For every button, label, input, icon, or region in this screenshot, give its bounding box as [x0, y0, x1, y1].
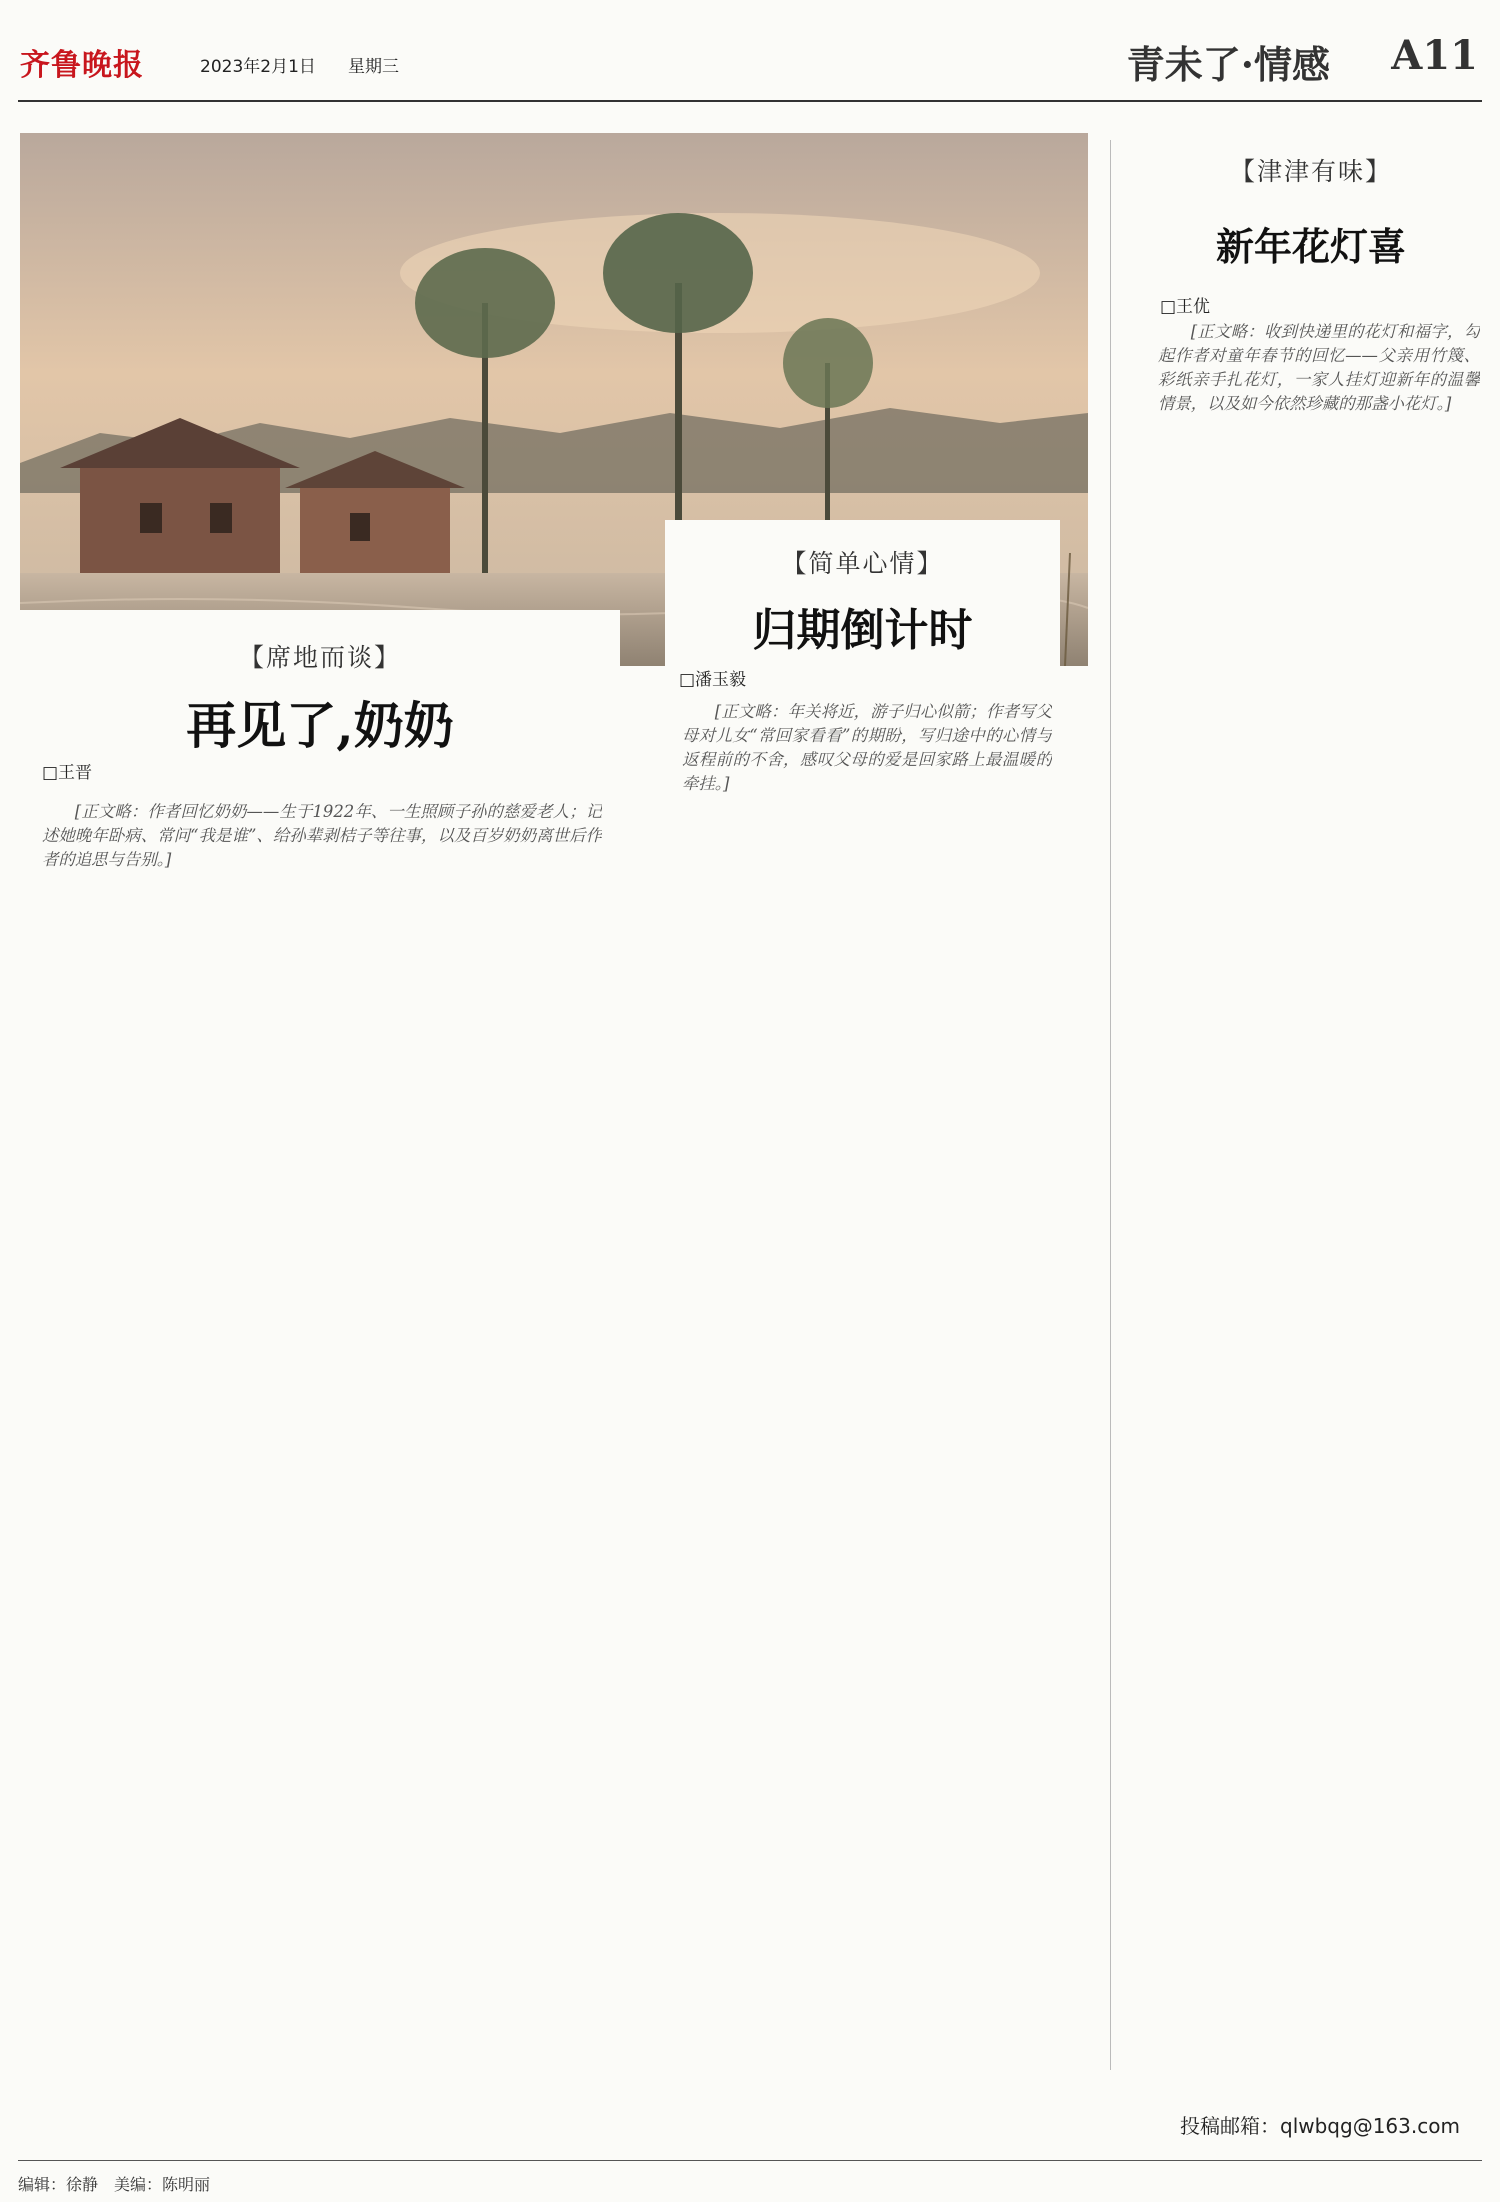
article-1-summary: [正文略：作者回忆奶奶——生于1922年、一生照顾子孙的慈爱老人；记述她晚年卧病、常问“我是谁”、给孙辈剥桔子等往事，以及百岁奶奶离世后作者的追思与告别。] — [42, 802, 602, 869]
column-divider — [1110, 140, 1111, 2070]
issue-weekday: 星期三 — [348, 57, 399, 77]
article-3-tag: 【津津有味】 — [1229, 157, 1392, 186]
masthead-rule — [18, 100, 1482, 102]
newspaper-logo: 齐鲁晚报 — [20, 48, 144, 83]
article-1-title: 再见了,奶奶 — [186, 696, 454, 755]
article-2-header — [665, 520, 1060, 690]
footer-rule — [18, 2160, 1482, 2161]
article-2-byline: □潘玉毅 — [679, 670, 747, 690]
article-3-body — [1158, 320, 1480, 2090]
article-3-header — [1140, 140, 1482, 317]
article-1-byline: □王晋 — [42, 763, 93, 783]
article-1-header — [20, 610, 620, 783]
article-3-title: 新年花灯喜 — [1215, 224, 1406, 269]
article-3-summary: [正文略：收到快递里的花灯和福字，勾起作者对童年春节的回忆——父亲用竹篾、彩纸亲手扎花灯，一家人挂灯迎新年的温馨情景，以及如今依然珍藏的那盏小花灯。] — [1158, 322, 1480, 413]
article-2-summary: [正文略：年关将近，游子归心似箭；作者写父母对儿女“常回家看看”的期盼，写归途中的心情与返程前的不舍，感叹父母的爱是回家路上最温暖的牵挂。] — [682, 702, 1052, 793]
article-1-body — [42, 800, 602, 2140]
section-title: 青未了·情感 — [1126, 42, 1330, 87]
editor-credits: 编辑：徐静 美编：陈明丽 — [18, 2175, 211, 2194]
submission-email: 投稿邮箱：qlwbqg@163.com — [1180, 2114, 1460, 2138]
article-1-tag: 【席地而谈】 — [238, 643, 401, 672]
page-number: A11 — [1391, 32, 1478, 79]
article-3-byline: □王优 — [1160, 297, 1211, 317]
article-2-tag: 【简单心情】 — [781, 549, 944, 578]
article-2-title: 归期倒计时 — [752, 605, 973, 656]
issue-date: 2023年2月1日 — [200, 57, 316, 77]
masthead — [0, 0, 1500, 108]
article-2-body — [682, 700, 1052, 2140]
